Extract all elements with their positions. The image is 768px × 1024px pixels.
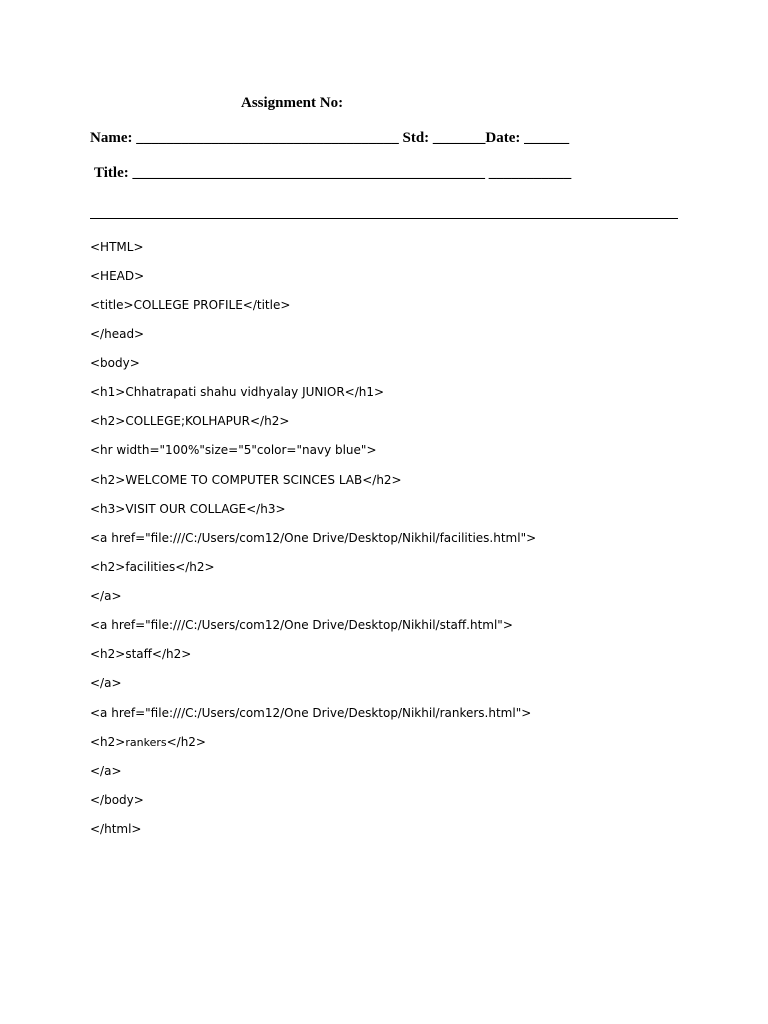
code-tag: </h2> xyxy=(166,735,206,749)
code-tag: <h2> xyxy=(90,735,126,749)
code-line: </body> xyxy=(90,793,144,807)
code-line xyxy=(90,735,206,750)
name-std-date-line: Name: ___________________________________ Std: _______Date: ______ xyxy=(90,130,570,146)
code-line: <a href="file:///C:/Users/com12/One Drive/Desktop/Nikhil/staff.html"> xyxy=(90,618,513,632)
code-line: <h3>VISIT OUR COLLAGE</h3> xyxy=(90,502,286,516)
code-line: <h2>WELCOME TO COMPUTER SCINCES LAB</h2> xyxy=(90,473,402,487)
code-line: </a> xyxy=(90,589,122,603)
code-line: <h2>facilities</h2> xyxy=(90,560,215,574)
code-line: </head> xyxy=(90,327,145,341)
code-line: <HTML> xyxy=(90,240,144,254)
title-line: Title: _______________________________________________ ___________ xyxy=(94,165,572,181)
assignment-number-label: Assignment No: xyxy=(241,95,344,111)
code-line: </a> xyxy=(90,764,122,778)
code-line: <hr width="100%"size="5"color="navy blue"> xyxy=(90,443,377,457)
code-line: </html> xyxy=(90,822,142,836)
horizontal-rule xyxy=(90,218,678,219)
code-text: rankers xyxy=(125,736,167,749)
code-line: <a href="file:///C:/Users/com12/One Drive/Desktop/Nikhil/rankers.html"> xyxy=(90,706,532,720)
code-line: <title>COLLEGE PROFILE</title> xyxy=(90,298,291,312)
code-line: </a> xyxy=(90,676,122,690)
code-line: <h2>staff</h2> xyxy=(90,647,192,661)
code-line: <HEAD> xyxy=(90,269,145,283)
code-line: <h1>Chhatrapati shahu vidhyalay JUNIOR</h1> xyxy=(90,385,385,399)
code-line: <h2>COLLEGE;KOLHAPUR</h2> xyxy=(90,414,290,428)
code-line: <body> xyxy=(90,356,140,370)
code-line: <a href="file:///C:/Users/com12/One Drive/Desktop/Nikhil/facilities.html"> xyxy=(90,531,537,545)
